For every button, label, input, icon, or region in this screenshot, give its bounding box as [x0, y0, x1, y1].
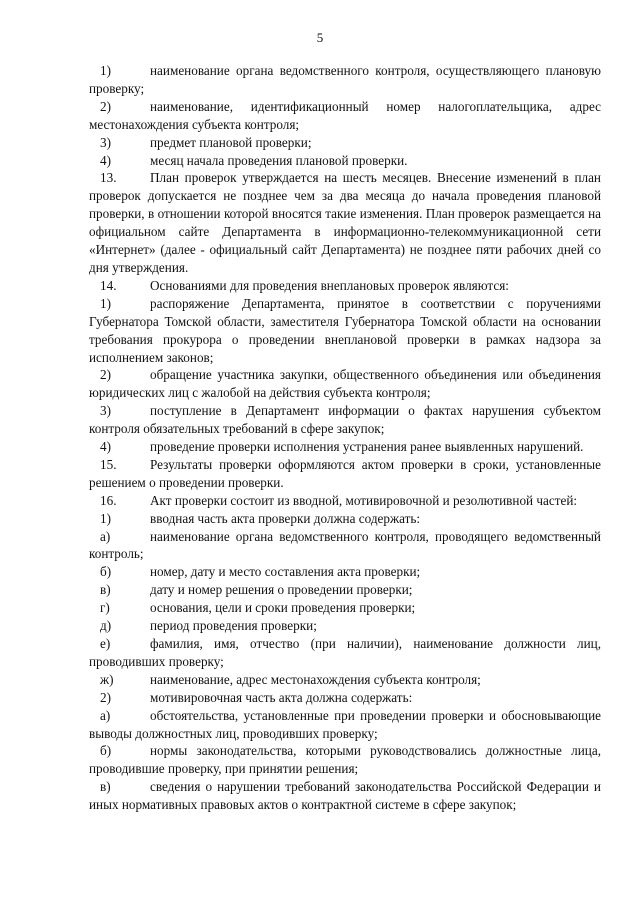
paragraph-text: номер, дату и место составления акта проверки; — [150, 564, 421, 580]
paragraph — [89, 277, 601, 295]
paragraph — [89, 295, 601, 367]
paragraph-number: в) — [100, 779, 111, 795]
paragraph-text: период проведения проверки; — [150, 618, 317, 634]
paragraph — [89, 134, 601, 152]
paragraph-text: Основаниями для проведения внеплановых проверок являются: — [150, 277, 509, 293]
paragraph-text: наименование, идентификационный номер налогоплательщика, адрес местонахождения субъекта контроля; — [89, 98, 601, 132]
paragraph-text: фамилия, имя, отчество (при наличии), наименование должности лиц, проводивших проверку; — [89, 636, 601, 669]
paragraph-number: 15. — [100, 456, 117, 472]
paragraph-text: поступление в Департамент информации о фактах нарушения субъектом контроля обязательных требований в сфере закупок; — [89, 403, 601, 437]
paragraph-text: Акт проверки состоит из вводной, мотивировочной и резолютивной частей: — [150, 492, 578, 508]
paragraph-text: обстоятельства, установленные при проведении проверки и обосновывающие выводы должностных лиц, проводивших проверку; — [89, 707, 601, 741]
paragraph-number: е) — [100, 636, 111, 651]
paragraph-number: 13. — [100, 170, 117, 186]
paragraph-number: в) — [100, 582, 111, 598]
paragraph — [89, 778, 601, 814]
document-body — [89, 62, 601, 814]
paragraph — [89, 510, 601, 528]
paragraph-text: распоряжение Департамента, принятое в соответствии с поручениями Губернатора Томской области, заместителя Губернатора Томской области на основании требования прокурора о проведении внеплановой проверки в рамках надзора за исполнением законов; — [89, 295, 601, 365]
paragraph — [89, 671, 601, 689]
paragraph — [89, 62, 601, 98]
paragraph-number: 2) — [100, 367, 111, 383]
paragraph-text: проведение проверки исполнения устранения ранее выявленных нарушений. — [150, 439, 584, 455]
paragraph — [89, 169, 601, 276]
paragraph-text: наименование органа ведомственного контроля, проводящего ведомственный контроль; — [89, 528, 601, 562]
paragraph-text: месяц начала проведения плановой проверки. — [150, 152, 408, 168]
paragraph-number: 1) — [100, 510, 111, 526]
paragraph-number: 4) — [100, 439, 111, 455]
paragraph-number: б) — [100, 743, 112, 759]
paragraph-text: нормы законодательства, которыми руководствовались должностные лица, проводившие проверку, при принятии решения; — [89, 743, 601, 777]
paragraph-number: а) — [100, 528, 111, 544]
paragraph-number: 3) — [100, 134, 111, 150]
paragraph-number: ж) — [100, 671, 114, 687]
paragraph-text: Результаты проверки оформляются актом проверки в сроки, установленные решением о проведении проверки. — [89, 456, 601, 490]
paragraph — [89, 366, 601, 402]
paragraph — [89, 563, 601, 581]
paragraph-text: наименование, адрес местонахождения субъекта контроля; — [150, 671, 481, 687]
paragraph-text: сведения о нарушении требований законодательства Российской Федерации и иных нормативных правовых актов о контрактной системе в сфере закупок; — [89, 779, 601, 813]
page-number: 5 — [316, 30, 324, 45]
paragraph-number: 4) — [100, 152, 111, 168]
paragraph-text: обращение участника закупки, общественного объединения или объединения юридических лиц с жалобой на действия субъекта контроля; — [89, 367, 601, 401]
paragraph-number: г) — [100, 600, 110, 616]
paragraph-number: д) — [100, 618, 112, 634]
paragraph-number: 2) — [100, 98, 111, 114]
paragraph — [89, 402, 601, 438]
paragraph-number: б) — [100, 564, 112, 580]
paragraph — [89, 438, 601, 456]
paragraph — [89, 456, 601, 492]
paragraph-text: наименование органа ведомственного контроля, осуществляющего плановую проверку; — [89, 63, 601, 96]
paragraph — [89, 98, 601, 134]
paragraph — [89, 599, 601, 617]
paragraph — [89, 689, 601, 707]
paragraph-number: 3) — [100, 403, 111, 419]
paragraph-number: 1) — [100, 63, 111, 78]
paragraph-number: а) — [100, 707, 111, 723]
paragraph-number: 14. — [100, 277, 117, 293]
paragraph — [89, 707, 601, 743]
paragraph — [89, 492, 601, 510]
paragraph-text: План проверок утверждается на шесть месяцев. Внесение изменений в план проверок допускается не позднее чем за два месяца до начала проведения плановой проверки, в отношении которой вносятся такие изменения. План проверок размещается на официальном сайте Департамента в информационно-телекоммуникационной сети «Интернет» (далее - официальный сайт Департамента) не позднее пяти рабочих дней со дня утверждения. — [89, 170, 601, 275]
paragraph — [89, 635, 601, 671]
paragraph — [89, 528, 601, 564]
paragraph-number: 1) — [100, 295, 111, 311]
paragraph-text: предмет плановой проверки; — [150, 134, 312, 150]
paragraph-text: вводная часть акта проверки должна содержать: — [150, 510, 421, 526]
paragraph — [89, 742, 601, 778]
paragraph-text: мотивировочная часть акта должна содержать: — [150, 689, 413, 705]
paragraph — [89, 152, 601, 170]
paragraph — [89, 581, 601, 599]
paragraph-number: 16. — [100, 492, 117, 508]
paragraph-number: 2) — [100, 689, 111, 705]
paragraph — [89, 617, 601, 635]
paragraph-text: основания, цели и сроки проведения проверки; — [150, 600, 416, 616]
paragraph-text: дату и номер решения о проведении проверки; — [150, 582, 413, 598]
